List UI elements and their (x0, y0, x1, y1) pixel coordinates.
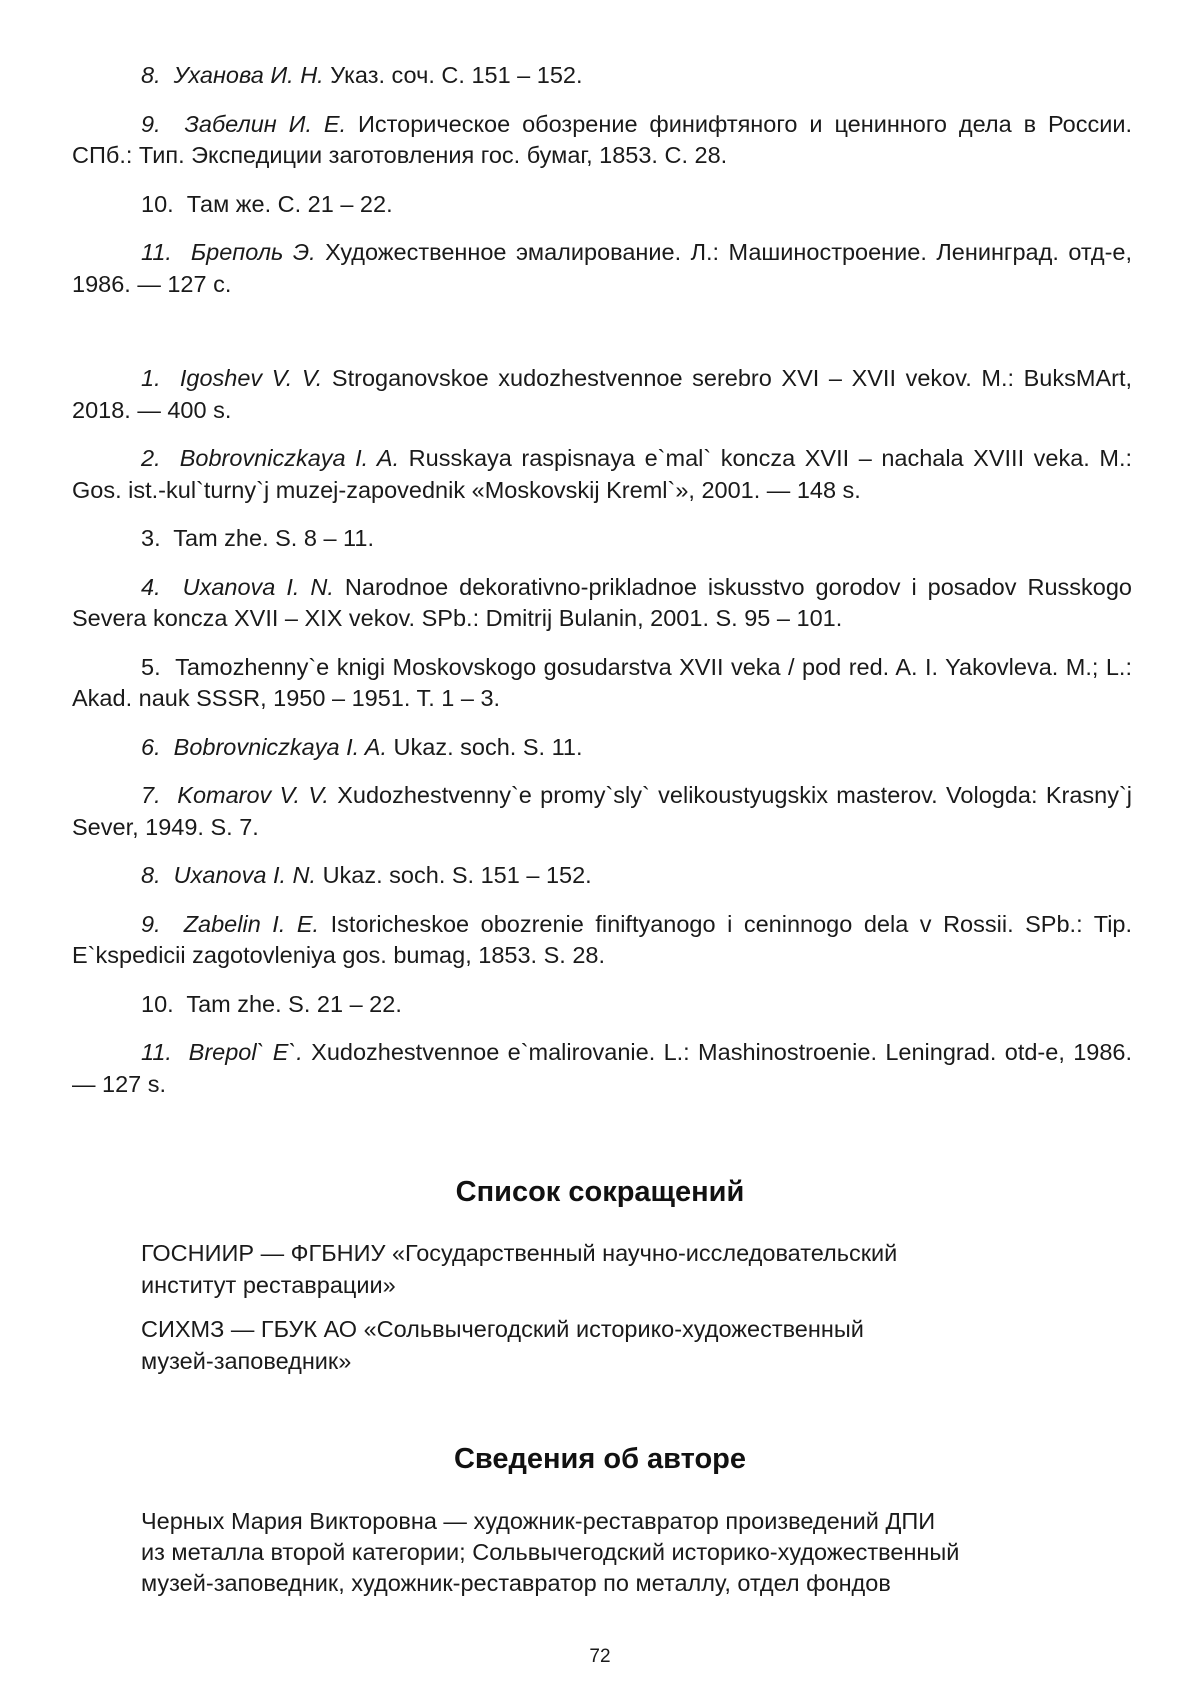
reference-text: Tamozhenny`e knigi Moskovskogo gosudarstva XVII veka / pod red. A. I. Yakovleva. M.; L.: Akad. nauk SSSR, 1950 – 1951. T. 1 – 3. (72, 653, 1132, 711)
reference-item (72, 780, 1132, 843)
reference-text: Russkaya raspisnaya e`mal` koncza XVII – nachala XVIII veka. M.: Gos. ist.-kul`turny`j muzej-zapovednik «Moskovskij Kreml`», 2001. — 148 s. (72, 445, 1133, 503)
references-ru (72, 60, 1132, 317)
reference-text: Указ. соч. С. 151 – 152. (330, 62, 583, 88)
reference-item (72, 652, 1132, 715)
reference-author: Uxanova I. N. (182, 573, 334, 600)
abbreviation-line: институт реставрации» (141, 1271, 396, 1298)
abbreviations-heading: Список сокращений (455, 1176, 745, 1208)
reference-text: Xudozhestvenny`e promy`sly` velikoustyugskix masterov. Vologda: Krasny`j Sever, 1949. S. 7. (72, 782, 1133, 840)
reference-text: Ukaz. soch. S. 11. (393, 733, 583, 760)
references-transliterated (72, 363, 1132, 1117)
author-line: из металла второй категории; Сольвычегодский историко-художественный (141, 1539, 960, 1565)
reference-text: Narodnoe dekorativno-prikladnoe iskusstvo gorodov i posadov Russkogo Severa koncza XVII – XIX vekov. SPb.: Dmitrij Bulanin, 2001. S. 95 – 101. (72, 573, 1132, 631)
reference-number: 4. (141, 573, 161, 600)
reference-author: Igoshev V. V. (179, 365, 323, 391)
reference-author: Уханова И. Н. (173, 62, 324, 88)
reference-text: Istoricheskoe obozrenie finiftyanogo i ceninnogo dela v Rossii. SPb.: Tip. E`kspedicii zagotovleniya gos. bumag, 1853. S. 28. (72, 910, 1133, 968)
reference-item (72, 60, 1132, 92)
reference-text: Там же. С. 21 – 22. (186, 190, 393, 217)
reference-number: 9. (141, 910, 161, 937)
reference-number: 11. (141, 1039, 172, 1065)
reference-item (72, 523, 1132, 555)
reference-text: Xudozhestvennoe e`malirovanie. L.: Mashinostroenie. Leningrad. otd-e, 1986. — 127 s. (72, 1039, 1133, 1097)
reference-item (72, 860, 1132, 892)
reference-number: 1. (141, 365, 161, 391)
reference-text: Ukaz. soch. S. 151 – 152. (322, 862, 592, 888)
reference-author: Bobrovniczkaya I. A. (179, 445, 400, 471)
reference-text: Tam zhe. S. 8 – 11. (173, 525, 374, 551)
reference-item (72, 909, 1132, 972)
reference-item (72, 572, 1132, 635)
reference-author: Bobrovniczkaya I. A. (173, 733, 388, 760)
reference-number: 3. (141, 525, 161, 551)
reference-number: 6. (141, 733, 161, 760)
reference-author: Komarov V. V. (177, 782, 329, 808)
reference-author: Zabelin I. E. (183, 910, 320, 937)
abbreviation-line: музей-заповедник» (141, 1347, 352, 1374)
reference-text: Художественное эмалирование. Л.: Машиностроение. Ленинград. отд-е, 1986. — 127 с. (72, 239, 1132, 297)
reference-number: 2. (141, 445, 161, 471)
page-number: 72 (589, 1646, 611, 1667)
reference-item (72, 363, 1132, 426)
reference-item (72, 732, 1132, 764)
author-line: Черных Мария Викторовна — художник-реставратор произведений ДПИ (141, 1508, 936, 1534)
reference-number: 7. (141, 782, 161, 808)
author-heading: Сведения об авторе (453, 1443, 746, 1475)
reference-author: Забелин И. Е. (184, 110, 347, 137)
reference-number: 10. (141, 190, 174, 217)
reference-item (72, 189, 1132, 221)
abbreviation-line: СИХМЗ — ГБУК АО «Сольвычегодский историко-художественный (141, 1316, 864, 1342)
reference-number: 10. (141, 990, 174, 1017)
abbreviation-item (141, 1238, 1081, 1301)
reference-author: Brepol` E`. (188, 1039, 303, 1065)
reference-text: Историческое обозрение финифтяного и ценинного дела в России. СПб.: Тип. Экспедиции заготовления гос. бумаг, 1853. С. 28. (72, 110, 1132, 168)
reference-text: Stroganovskoe xudozhestvennoe serebro XVI – XVII vekov. M.: BuksMArt, 2018. — 400 s. (72, 365, 1133, 423)
reference-number: 8. (141, 862, 161, 888)
reference-item (72, 109, 1132, 172)
reference-number: 8. (141, 62, 161, 88)
reference-author: Uxanova I. N. (173, 862, 317, 888)
reference-item (72, 237, 1132, 300)
reference-item (72, 443, 1132, 506)
reference-text: Tam zhe. S. 21 – 22. (186, 990, 402, 1017)
author-info (141, 1506, 1141, 1599)
reference-number: 11. (141, 239, 172, 265)
author-line: музей-заповедник, художник-реставратор по металлу, отдел фондов (141, 1570, 891, 1596)
abbreviations-list (141, 1238, 1081, 1390)
reference-item (72, 989, 1132, 1021)
reference-author: Бреполь Э. (190, 239, 316, 265)
reference-item (72, 1037, 1132, 1100)
abbreviation-item (141, 1314, 1081, 1377)
reference-number: 9. (141, 110, 161, 137)
reference-number: 5. (141, 653, 161, 680)
abbreviation-line: ГОСНИИР — ФГБНИУ «Государственный научно-исследовательский (141, 1240, 898, 1266)
